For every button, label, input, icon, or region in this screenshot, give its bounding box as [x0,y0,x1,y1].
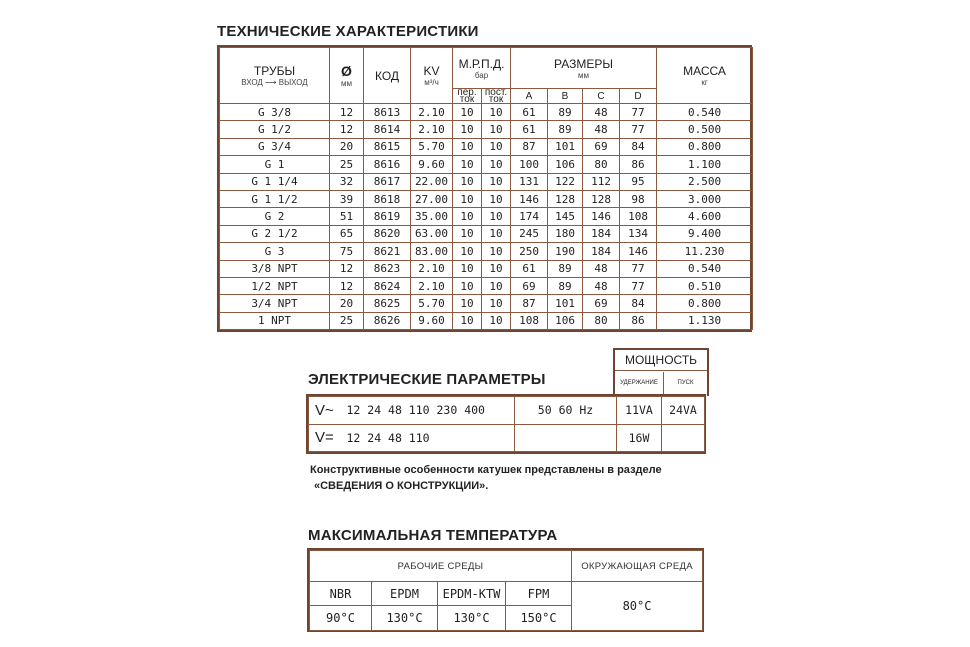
cell-diameter: 75 [330,243,364,260]
cell-mrpd-dc: 10 [482,225,511,242]
cell-mrpd-ac: 10 [453,173,482,190]
table-row [220,173,753,190]
cell-mrpd-dc: 10 [482,312,511,329]
power-title: МОЩНОСТЬ [615,350,707,371]
cell-dim-c: 48 [583,260,620,277]
cell-diameter: 20 [330,295,364,312]
dc-hold-power: 16W [617,424,662,452]
cell-kv: 2.10 [411,277,453,294]
cell-code: 8624 [364,277,411,294]
cell-dim-c: 112 [583,173,620,190]
cell-diameter: 25 [330,312,364,329]
cell-mass: 1.130 [657,312,753,329]
cell-dim-d: 84 [620,138,657,155]
header-dim-b: B [548,89,583,104]
temp-nbr: 90°C [310,606,372,631]
cell-mrpd-ac: 10 [453,121,482,138]
cell-code: 8616 [364,156,411,173]
dc-label: V= [309,424,343,452]
cell-mrpd-ac: 10 [453,260,482,277]
cell-mass: 0.540 [657,260,753,277]
temperature-title: МАКСИМАЛЬНАЯ ТЕМПЕРАТУРА [308,527,558,544]
cell-diameter: 25 [330,156,364,173]
cell-dim-a: 61 [511,260,548,277]
cell-dim-b: 106 [548,312,583,329]
mrpd-unit: бар [474,70,489,80]
cell-kv: 5.70 [411,295,453,312]
cell-code: 8626 [364,312,411,329]
table-row [220,312,753,329]
cell-mass: 1.100 [657,156,753,173]
dc-frequency-empty [515,424,617,452]
kv-label: KV [423,64,440,78]
cell-dim-d: 86 [620,156,657,173]
cell-mrpd-ac: 10 [453,190,482,207]
cell-diameter: 65 [330,225,364,242]
cell-mrpd-dc: 10 [482,243,511,260]
cell-code: 8618 [364,190,411,207]
cell-dim-a: 87 [511,295,548,312]
cell-code: 8614 [364,121,411,138]
cell-code: 8617 [364,173,411,190]
diameter-label: Ø [341,63,352,79]
tech-title: ТЕХНИЧЕСКИЕ ХАРАКТЕРИСТИКИ [217,23,479,40]
cell-mrpd-dc: 10 [482,138,511,155]
table-row [220,225,753,242]
cell-mrpd-ac: 10 [453,138,482,155]
cell-dim-d: 98 [620,190,657,207]
header-mass [657,48,753,104]
cell-dim-b: 106 [548,156,583,173]
cell-dim-a: 108 [511,312,548,329]
temp-epdm-ktw: 130°C [438,606,506,631]
cell-dim-c: 48 [583,121,620,138]
cell-kv: 2.10 [411,121,453,138]
cell-mass: 0.800 [657,295,753,312]
cell-kv: 27.00 [411,190,453,207]
dc-start-power-empty [662,424,705,452]
cell-kv: 35.00 [411,208,453,225]
temperature-table [307,548,704,632]
ac-label: V~ [309,397,343,425]
cell-mrpd-dc: 10 [482,156,511,173]
table-row [220,121,753,138]
code-label: КОД [374,68,400,83]
cell-pipe: G 1 [220,156,330,173]
header-diameter [330,48,364,104]
cell-diameter: 39 [330,190,364,207]
cell-pipe: G 1 1/2 [220,190,330,207]
cell-mrpd-ac: 10 [453,104,482,121]
cell-kv: 5.70 [411,138,453,155]
header-pipes [220,48,330,104]
header-mrpd-ac: пер. ток [453,89,482,104]
header-dim-a: A [511,89,548,104]
cell-dim-b: 89 [548,104,583,121]
cell-dim-d: 86 [620,312,657,329]
cell-pipe: 3/4 NPT [220,295,330,312]
cell-dim-a: 61 [511,121,548,138]
cell-dim-d: 77 [620,260,657,277]
table-row [220,104,753,121]
cell-code: 8619 [364,208,411,225]
ac-frequency: 50 60 Hz [515,397,617,425]
cell-diameter: 20 [330,138,364,155]
cell-code: 8620 [364,225,411,242]
cell-dim-c: 69 [583,295,620,312]
tech-table [217,45,752,332]
cell-pipe: G 3/4 [220,138,330,155]
cell-dim-a: 250 [511,243,548,260]
cell-dim-b: 128 [548,190,583,207]
dc-voltages: 12 24 48 110 [343,424,515,452]
cell-diameter: 12 [330,277,364,294]
cell-pipe: G 1 1/4 [220,173,330,190]
cell-dim-a: 245 [511,225,548,242]
pipes-label: ТРУБЫ [253,64,296,78]
cell-dim-c: 48 [583,104,620,121]
cell-kv: 83.00 [411,243,453,260]
cell-dim-d: 134 [620,225,657,242]
cell-kv: 2.10 [411,104,453,121]
cell-mrpd-ac: 10 [453,243,482,260]
cell-pipe: G 2 1/2 [220,225,330,242]
power-hold-label: УДЕРЖАНИЕ [615,372,664,396]
cell-mrpd-dc: 10 [482,208,511,225]
header-dim-c: C [583,89,620,104]
temp-epdm: 130°C [372,606,438,631]
dims-unit: мм [578,70,590,80]
cell-dim-b: 190 [548,243,583,260]
cell-pipe: 3/8 NPT [220,260,330,277]
table-row [220,156,753,173]
cell-dim-d: 108 [620,208,657,225]
pipes-sub-label: ВХОД ⟶ ВЫХОД [241,78,308,87]
cell-dim-a: 61 [511,104,548,121]
table-row [220,208,753,225]
cell-mass: 2.500 [657,173,753,190]
material-fpm: FPM [506,582,572,606]
cell-dim-d: 77 [620,104,657,121]
cell-mass: 0.500 [657,121,753,138]
cell-mass: 3.000 [657,190,753,207]
working-media-label: РАБОЧИЕ СРЕДЫ [310,551,572,582]
cell-diameter: 51 [330,208,364,225]
cell-mass: 0.800 [657,138,753,155]
ac-hold-power: 11VA [617,397,662,425]
cell-dim-c: 146 [583,208,620,225]
cell-mrpd-dc: 10 [482,173,511,190]
table-row [220,190,753,207]
mass-unit: кг [701,78,708,87]
cell-kv: 2.10 [411,260,453,277]
cell-pipe: G 3 [220,243,330,260]
cell-kv: 9.60 [411,156,453,173]
cell-diameter: 12 [330,260,364,277]
cell-pipe: G 2 [220,208,330,225]
cell-kv: 63.00 [411,225,453,242]
cell-pipe: 1 NPT [220,312,330,329]
cell-mrpd-dc: 10 [482,295,511,312]
cell-pipe: 1/2 NPT [220,277,330,294]
dims-label: РАЗМЕРЫ [554,56,613,71]
ambient-temp: 80°C [572,582,703,631]
cell-dim-b: 122 [548,173,583,190]
cell-mrpd-ac: 10 [453,208,482,225]
cell-dim-d: 95 [620,173,657,190]
cell-mrpd-ac: 10 [453,225,482,242]
cell-mrpd-dc: 10 [482,277,511,294]
cell-code: 8623 [364,260,411,277]
mrpd-label: М.Р.П.Д. [458,56,505,71]
cell-dim-b: 145 [548,208,583,225]
cell-mass: 0.510 [657,277,753,294]
cell-dim-c: 48 [583,277,620,294]
note-line-1: Конструктивные особенности катушек представлены в разделе [310,464,662,476]
material-epdm: EPDM [372,582,438,606]
table-row [220,138,753,155]
electric-table [306,394,706,454]
material-nbr: NBR [310,582,372,606]
cell-kv: 9.60 [411,312,453,329]
header-mrpd [453,48,511,89]
cell-mrpd-dc: 10 [482,190,511,207]
note-line-2: «СВЕДЕНИЯ О КОНСТРУКЦИИ». [314,480,489,492]
cell-mrpd-dc: 10 [482,104,511,121]
cell-diameter: 12 [330,121,364,138]
header-kv [411,48,453,104]
power-start-label: ПУСК [677,380,694,386]
cell-diameter: 12 [330,104,364,121]
cell-dim-c: 69 [583,138,620,155]
table-row [220,243,753,260]
ac-voltages: 12 24 48 110 230 400 [343,397,515,425]
cell-code: 8615 [364,138,411,155]
cell-dim-b: 89 [548,260,583,277]
cell-dim-d: 84 [620,295,657,312]
cell-dim-a: 174 [511,208,548,225]
kv-unit: м³/ч [424,78,439,87]
cell-dim-a: 87 [511,138,548,155]
cell-dim-a: 146 [511,190,548,207]
ambient-label: ОКРУЖАЮЩАЯ СРЕДА [572,551,703,582]
cell-mrpd-ac: 10 [453,312,482,329]
cell-dim-d: 77 [620,277,657,294]
cell-dim-d: 146 [620,243,657,260]
table-row [220,277,753,294]
cell-dim-b: 101 [548,295,583,312]
cell-dim-c: 80 [583,312,620,329]
cell-code: 8613 [364,104,411,121]
cell-code: 8625 [364,295,411,312]
cell-dim-b: 101 [548,138,583,155]
cell-diameter: 32 [330,173,364,190]
cell-mass: 9.400 [657,225,753,242]
cell-dim-a: 69 [511,277,548,294]
cell-dim-c: 184 [583,243,620,260]
cell-code: 8621 [364,243,411,260]
cell-mass: 0.540 [657,104,753,121]
cell-mrpd-ac: 10 [453,295,482,312]
cell-dim-c: 184 [583,225,620,242]
cell-dim-a: 131 [511,173,548,190]
table-row [220,260,753,277]
cell-mass: 11.230 [657,243,753,260]
cell-dim-b: 89 [548,277,583,294]
diameter-unit: мм [341,79,352,88]
header-code [364,48,411,104]
cell-dim-a: 100 [511,156,548,173]
table-row [220,295,753,312]
ac-start-power: 24VA [662,397,705,425]
cell-dim-c: 80 [583,156,620,173]
cell-dim-b: 89 [548,121,583,138]
cell-mass: 4.600 [657,208,753,225]
header-dim-d: D [620,89,657,104]
header-mrpd-dc: пост. ток [482,89,511,104]
cell-dim-c: 128 [583,190,620,207]
electric-title: ЭЛЕКТРИЧЕСКИЕ ПАРАМЕТРЫ [308,371,546,388]
material-epdm-ktw: EPDM-KTW [438,582,506,606]
cell-mrpd-ac: 10 [453,156,482,173]
cell-mrpd-ac: 10 [453,277,482,294]
cell-pipe: G 3/8 [220,104,330,121]
cell-pipe: G 1/2 [220,121,330,138]
header-dims [511,48,657,89]
temp-fpm: 150°C [506,606,572,631]
power-header [613,348,709,396]
mass-label: МАССА [683,64,726,78]
cell-mrpd-dc: 10 [482,121,511,138]
cell-mrpd-dc: 10 [482,260,511,277]
cell-dim-b: 180 [548,225,583,242]
cell-dim-d: 77 [620,121,657,138]
cell-kv: 22.00 [411,173,453,190]
